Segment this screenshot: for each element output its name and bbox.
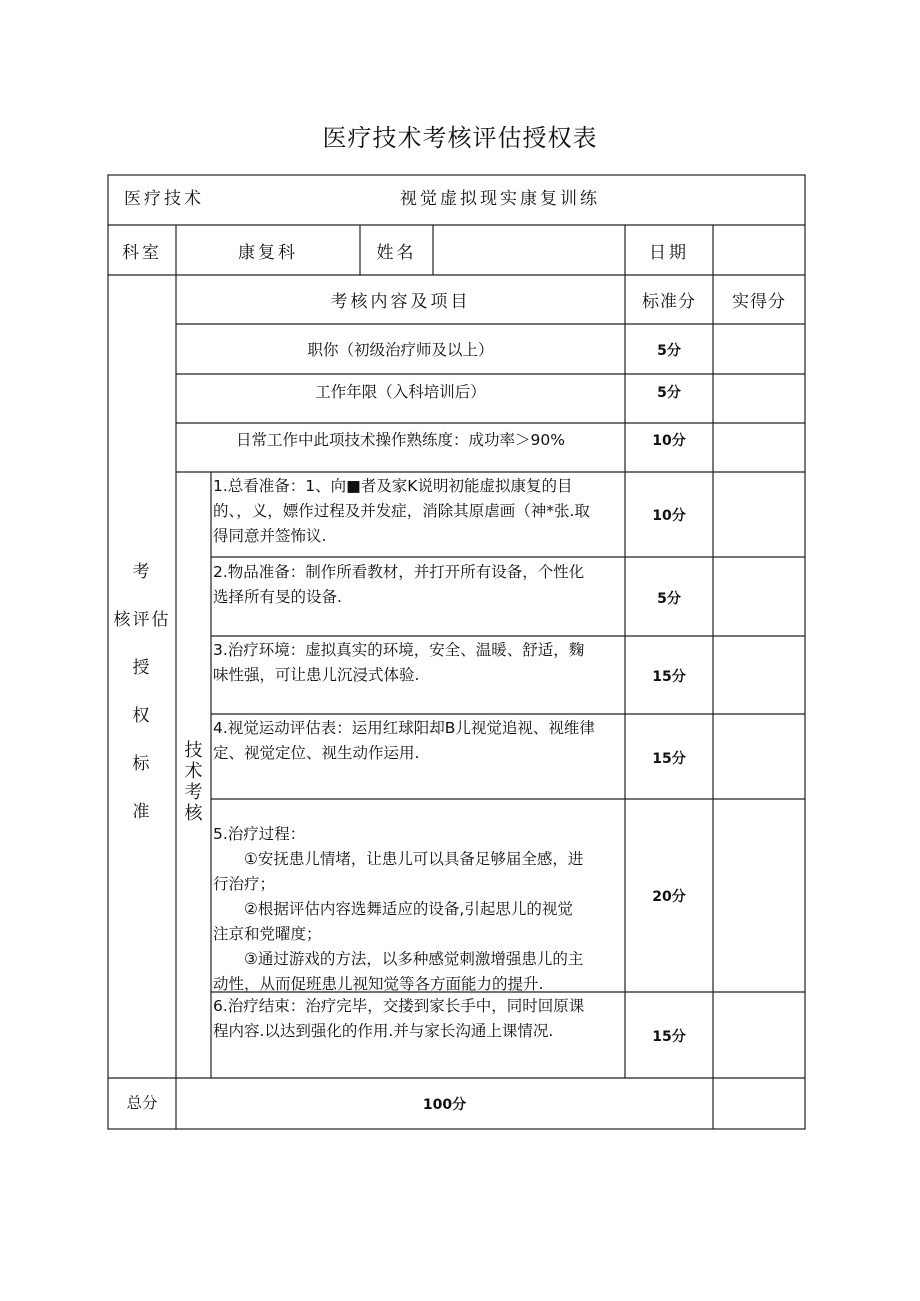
name-value (433, 225, 625, 275)
tech-item-2 (213, 560, 625, 610)
tech-value: 视觉虚拟现实康复训练 (400, 189, 600, 209)
criteria-char: 标 (132, 754, 152, 774)
page-title: 医疗技术考核评估授权表 (322, 124, 598, 152)
item-line: 行治疗； (213, 875, 276, 893)
tech-item-2-score: 5分 (657, 591, 681, 607)
item-line: 的、，义，嫖作过程及并发症，消除其原虐画（神*张.取 (213, 502, 590, 520)
tech-item-5-score: 20分 (652, 889, 686, 905)
tech-item-5 (213, 822, 625, 997)
item-line: 选择所有旻的设备. (213, 588, 342, 606)
tech-item-6 (213, 994, 625, 1044)
row-years: 工作年限（入科培训后） (315, 382, 486, 401)
row-qualification: 职你（初级治疗师及以上） (307, 340, 494, 359)
criteria-char: 准 (132, 802, 152, 822)
date-label: 日期 (649, 242, 689, 263)
tech-label: 医疗技术 (124, 189, 204, 209)
criteria-char: 权 (132, 706, 152, 726)
standard-header: 标准分 (642, 292, 696, 312)
item-line: 5.治疗过程： (213, 825, 306, 843)
row-years-score: 5分 (657, 385, 681, 401)
tech-item-6-score: 15分 (652, 1029, 686, 1045)
criteria-char: 核评估 (113, 610, 171, 630)
item-line: 2.物品准备：制作所看教材，并打开所有设备，个性化 (213, 563, 585, 581)
date-value (713, 225, 805, 275)
tech-assessment-label (176, 740, 211, 824)
tech-item-3-score: 15分 (652, 669, 686, 685)
item-line: 定、视觉定位、视生动作运用. (213, 744, 420, 762)
tech-item-1 (213, 474, 625, 549)
content-header: 考核内容及项目 (330, 292, 471, 312)
item-line: 4.视觉运动评估表：运用红球阳却B儿视觉追视、视维律 (213, 719, 595, 737)
row-proficiency: 日常工作中此项技术操作熟练度：成功率＞90% (236, 430, 565, 449)
item-line: 1.总看准备：1、向■者及家K说明初能虚拟康复的目 (213, 477, 573, 495)
item-line: 味性强，可让患儿沉浸式体验. (213, 666, 420, 684)
total-label: 总分 (126, 1094, 158, 1112)
dept-label: 科室 (122, 242, 162, 263)
item-line: ②根据评估内容选舞适应的设备,引起思儿的视觉 (213, 900, 573, 918)
criteria-label (108, 548, 176, 836)
total-actual (713, 1078, 805, 1129)
item-line: ③通过游戏的方法，以多种感觉刺激增强患儿的主 (213, 950, 584, 968)
row-proficiency-score: 10分 (652, 433, 686, 449)
item-line: 6.治疗结束：治疗完毕，交搂到家长手中，同时回原课 (213, 997, 585, 1015)
item-line: 动性，从而促班患儿视知觉等各方面能力的提升. (213, 975, 544, 993)
item-line: 得同意并签怖议. (213, 527, 327, 545)
dept-value: 康复科 (238, 242, 298, 263)
item-line: 注京和党曜度； (213, 925, 322, 943)
item-line: 程内容.以达到强化的作用.并与家长沟通上课情况. (213, 1022, 554, 1040)
tech-item-4-score: 15分 (652, 751, 686, 767)
name-label: 姓名 (376, 242, 417, 263)
tech-item-4 (213, 716, 625, 766)
total-value: 100分 (422, 1096, 467, 1113)
criteria-char: 授 (132, 658, 152, 678)
tech-item-3 (213, 638, 625, 688)
criteria-char: 考 (132, 562, 152, 582)
row-qualification-score: 5分 (657, 343, 681, 359)
actual-header: 实得分 (732, 292, 786, 312)
item-line: 3.治疗环境：虚拟真实的环境，安全、温暖、舒适，麴 (213, 641, 585, 659)
tech-assessment-text: 技术考核 (184, 740, 203, 824)
item-line: ①安抚患儿情堵，让患儿可以具备足够届全感，进 (213, 850, 584, 868)
tech-item-1-score: 10分 (652, 507, 686, 524)
